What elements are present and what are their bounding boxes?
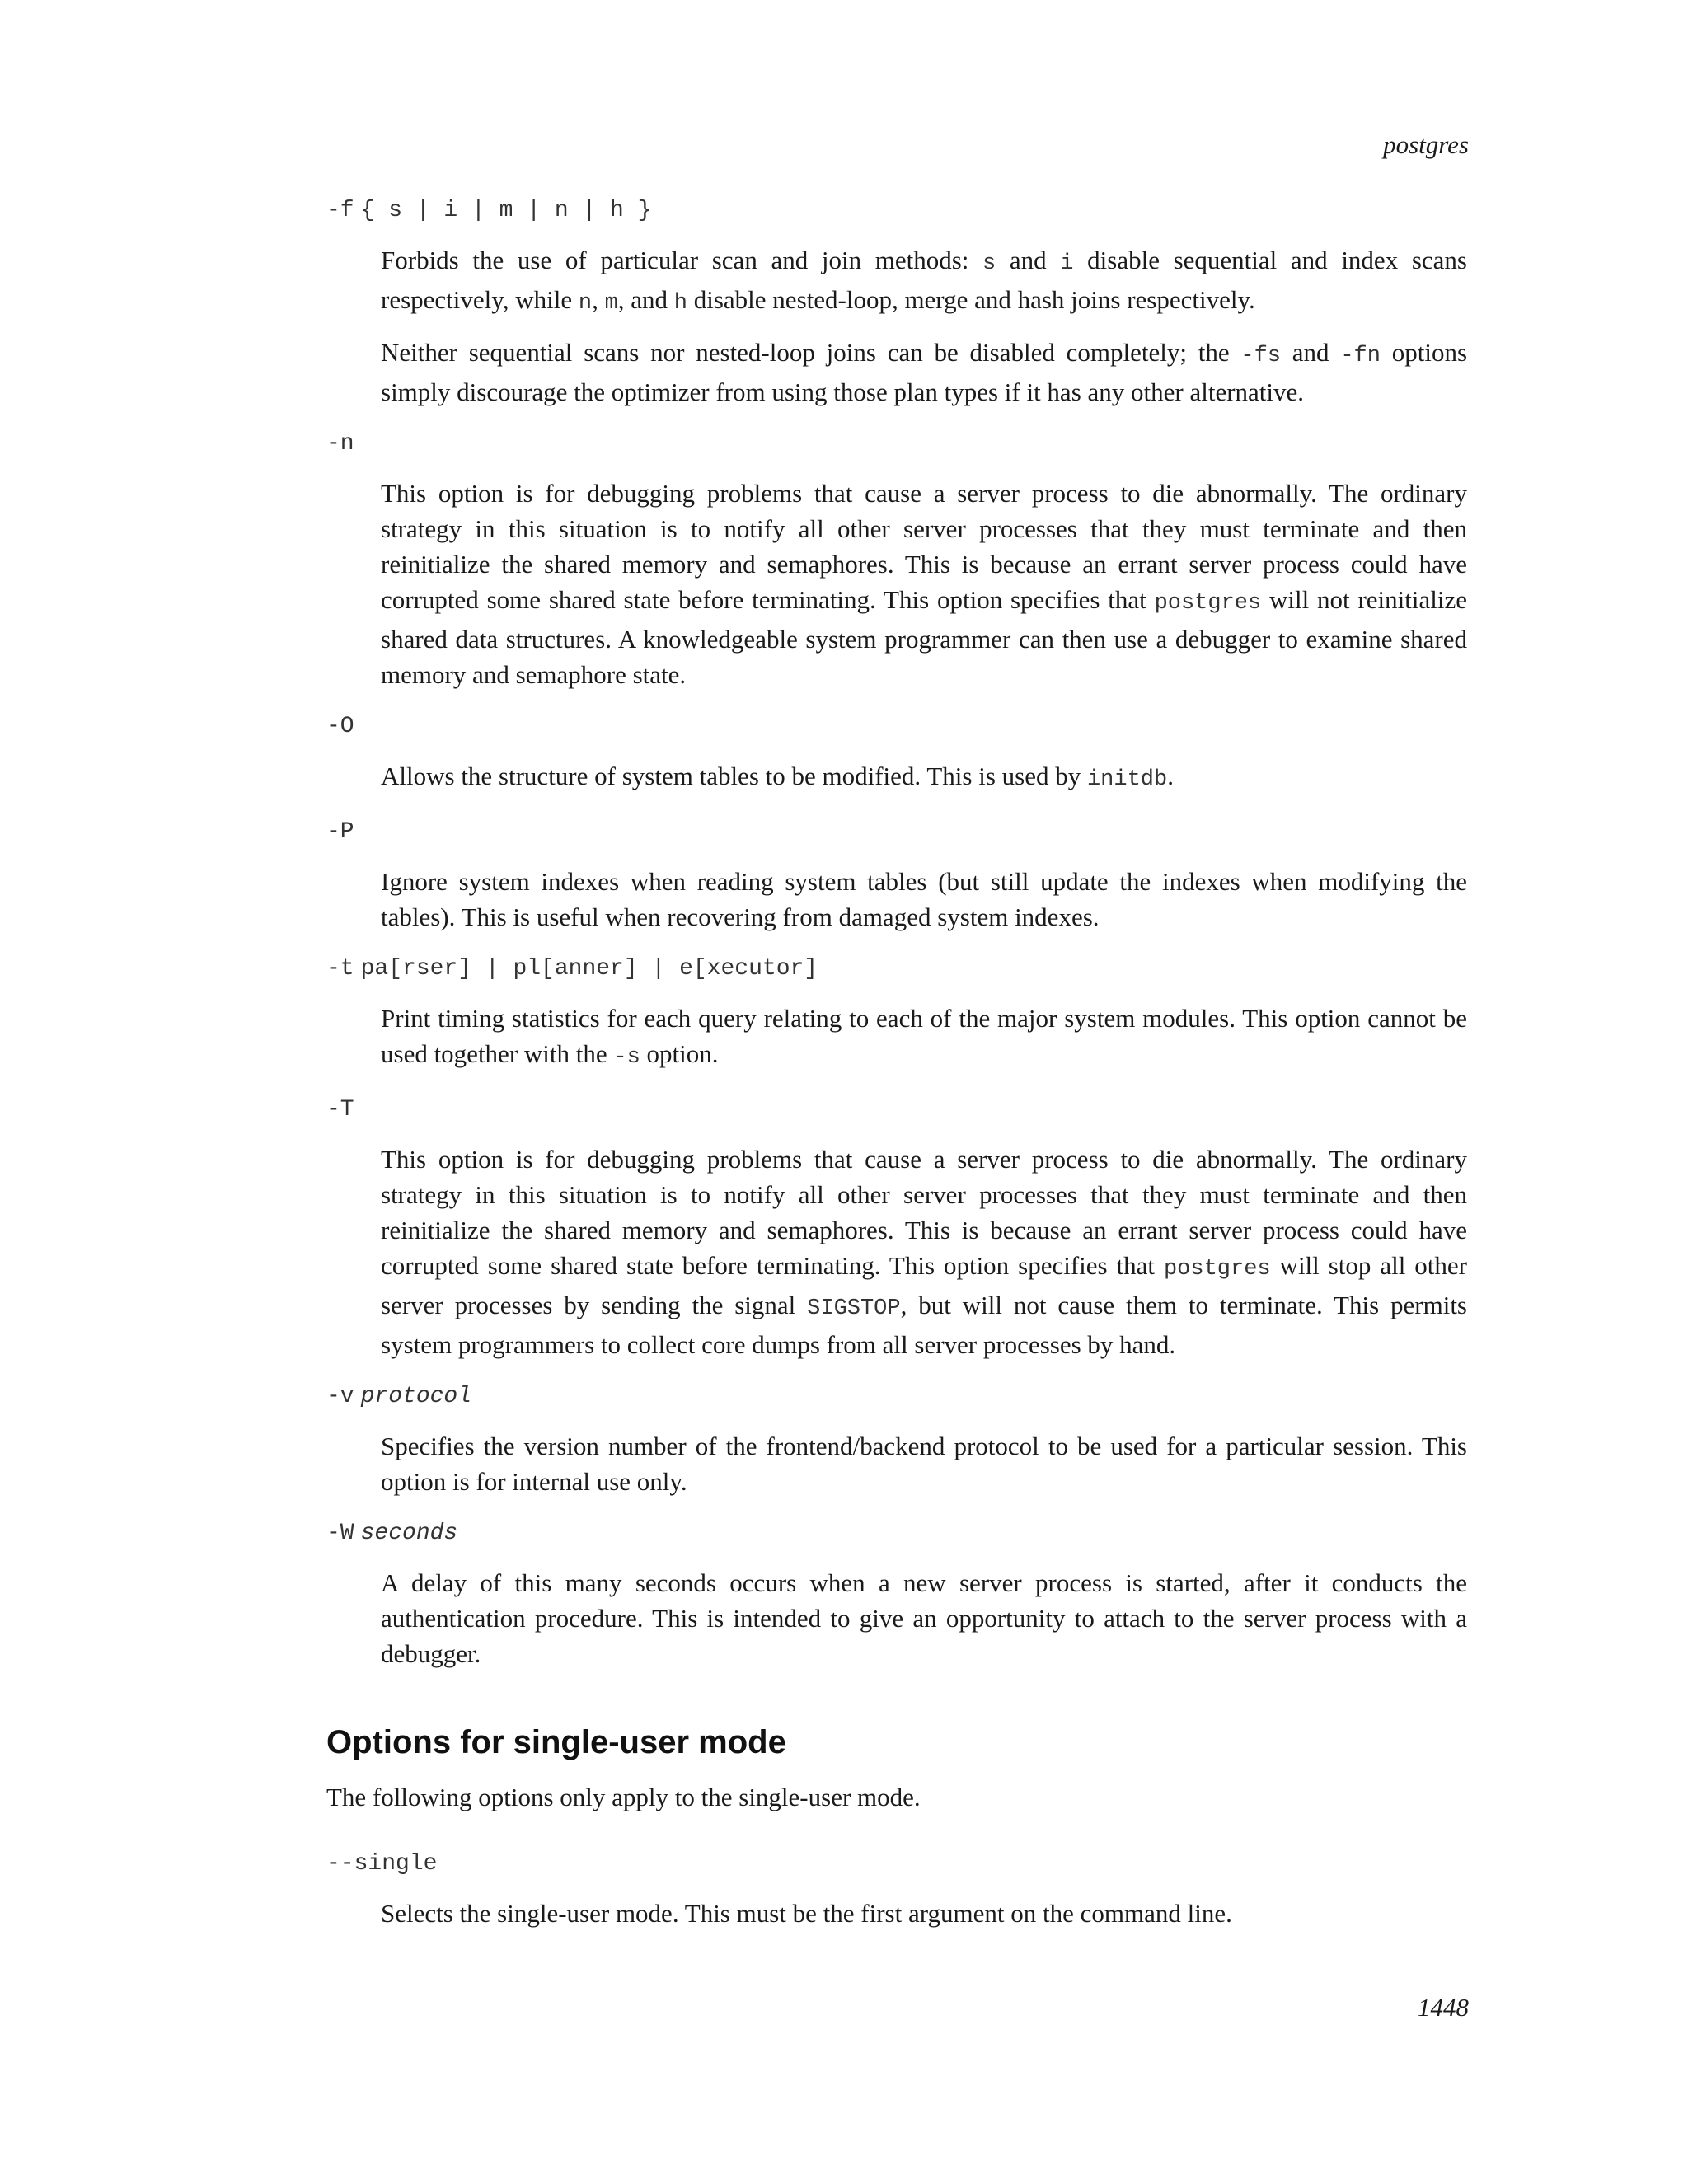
- option-description: [381, 1428, 1467, 1499]
- option-entry: [326, 429, 1467, 692]
- inline-code: postgres: [1154, 591, 1262, 616]
- option-flag: -T: [326, 1097, 354, 1122]
- option-flag: -P: [326, 819, 354, 845]
- text-run: Allows the structure of system tables to be modified. This is used by: [381, 762, 1087, 790]
- option-description: [381, 758, 1467, 798]
- text-run: This option is for debugging problems that cause a server process to die abnormally. The ordinary strategy in this situation is to notify all other server processes that they must terminate and then reinitialize the shared memory and semaphores. This is because an errant server process could have corrupted some shared state before terminating. This option specifies that: [381, 479, 1467, 614]
- option-flag: -t: [326, 956, 354, 982]
- option-flag: --single: [326, 1851, 438, 1877]
- text-run: Selects the single-user mode. This must be the first argument on the command line.: [381, 1899, 1232, 1928]
- inline-code: -fn: [1340, 344, 1381, 368]
- option-entry: [326, 1519, 1467, 1671]
- option-entry: [326, 1382, 1467, 1499]
- description-paragraph: [381, 1428, 1467, 1499]
- inline-code: -fs: [1240, 344, 1281, 368]
- option-entry: [326, 1849, 1467, 1931]
- option-description: [381, 864, 1467, 935]
- description-paragraph: [381, 476, 1467, 692]
- option-term: [326, 196, 1467, 226]
- option-argument: protocol: [360, 1384, 472, 1409]
- option-argument: { s | i | m | n | h }: [360, 198, 652, 223]
- description-paragraph: [381, 1001, 1467, 1076]
- option-entry: [326, 1095, 1467, 1362]
- single-user-options-list: [326, 1849, 1467, 1931]
- inline-code: -s: [613, 1045, 640, 1070]
- option-term: [326, 1095, 1467, 1125]
- option-description: [381, 476, 1467, 692]
- inline-code: postgres: [1163, 1257, 1271, 1282]
- option-term: [326, 1849, 1467, 1879]
- description-paragraph: [381, 1565, 1467, 1671]
- option-entry: [326, 196, 1467, 410]
- inline-code: i: [1060, 251, 1074, 276]
- description-paragraph: [381, 758, 1467, 798]
- text-run: .: [1167, 762, 1174, 790]
- option-term: [326, 954, 1467, 984]
- text-run: A delay of this many seconds occurs when a new server process is started, after it conducts the authentication procedure. This is intended to give an opportunity to attach to the server process with a debugger.: [381, 1568, 1467, 1668]
- option-argument: pa[rser] | pl[anner] | e[xecutor]: [360, 956, 818, 982]
- text-run: options simply discourage the optimizer from using those plan types if it has any other alternative.: [381, 338, 1468, 406]
- option-term: [326, 1519, 1467, 1549]
- option-flag: -O: [326, 714, 354, 739]
- option-flag: -f: [326, 198, 354, 223]
- option-flag: -v: [326, 1384, 354, 1409]
- description-paragraph: [381, 335, 1467, 410]
- inline-code: n: [578, 291, 593, 316]
- inline-code: initdb: [1086, 767, 1168, 792]
- option-description: [381, 1141, 1467, 1362]
- description-paragraph: [381, 242, 1467, 321]
- option-description: [381, 1001, 1467, 1076]
- option-term: [326, 1382, 1467, 1412]
- inline-code: m: [604, 291, 618, 316]
- option-flag: -n: [326, 431, 354, 457]
- page-content: [326, 196, 1467, 1951]
- option-description: [381, 1896, 1467, 1931]
- text-run: and: [996, 246, 1061, 274]
- text-run: option.: [640, 1039, 719, 1068]
- option-description: [381, 242, 1467, 410]
- description-paragraph: [381, 1896, 1467, 1931]
- option-term: [326, 818, 1467, 847]
- option-entry: [326, 954, 1467, 1076]
- inline-code: s: [982, 251, 996, 276]
- text-run: Print timing statistics for each query relating to each of the major system modules. This option cannot be used together with the: [381, 1004, 1467, 1068]
- option-term: [326, 712, 1467, 742]
- description-paragraph: [381, 1141, 1467, 1362]
- option-entry: [326, 712, 1467, 798]
- text-run: ,: [592, 285, 605, 314]
- inline-code: h: [673, 291, 687, 316]
- description-paragraph: [381, 864, 1467, 935]
- text-run: , but will not cause them to terminate. This permits system programmers to collect core dumps from all server processes by hand.: [381, 1291, 1467, 1359]
- inline-code: SIGSTOP: [807, 1296, 901, 1321]
- text-run: , and: [617, 285, 674, 314]
- option-flag: -W: [326, 1521, 354, 1546]
- text-run: Specifies the version number of the frontend/backend protocol to be used for a particular session. This option is for internal use only.: [381, 1432, 1467, 1496]
- text-run: Forbids the use of particular scan and join methods:: [381, 246, 983, 274]
- text-run: Ignore system indexes when reading system tables (but still update the indexes when modifying the tables). This is useful when recovering from damaged system indexes.: [381, 867, 1467, 931]
- text-run: will stop all other server processes by sending the signal: [381, 1251, 1467, 1319]
- text-run: Neither sequential scans nor nested-loop joins can be disabled completely; the: [381, 338, 1241, 367]
- option-argument: seconds: [360, 1521, 458, 1546]
- option-term: [326, 429, 1467, 459]
- section-intro: The following options only apply to the single-user mode.: [326, 1783, 921, 1811]
- text-run: disable sequential and index scans respectively, while: [381, 246, 1467, 314]
- text-run: This option is for debugging problems that cause a server process to die abnormally. The ordinary strategy in this situation is to notify all other server processes that they must terminate and then reinitialize the shared memory and semaphores. This is because an errant server process could have corrupted some shared state before terminating. This option specifies that: [381, 1145, 1467, 1280]
- text-run: disable nested-loop, merge and hash joins respectively.: [687, 285, 1255, 314]
- option-entry: [326, 818, 1467, 935]
- page-number: 1448: [1418, 1993, 1469, 2022]
- options-list: [326, 196, 1467, 1671]
- running-header: postgres: [1383, 130, 1469, 159]
- text-run: will not reinitialize shared data structures. A knowledgeable system programmer can then use a debugger to examine shared memory and semaphore state.: [381, 585, 1467, 689]
- text-run: and: [1281, 338, 1341, 367]
- option-description: [381, 1565, 1467, 1671]
- section-title: Options for single-user mode: [326, 1724, 786, 1760]
